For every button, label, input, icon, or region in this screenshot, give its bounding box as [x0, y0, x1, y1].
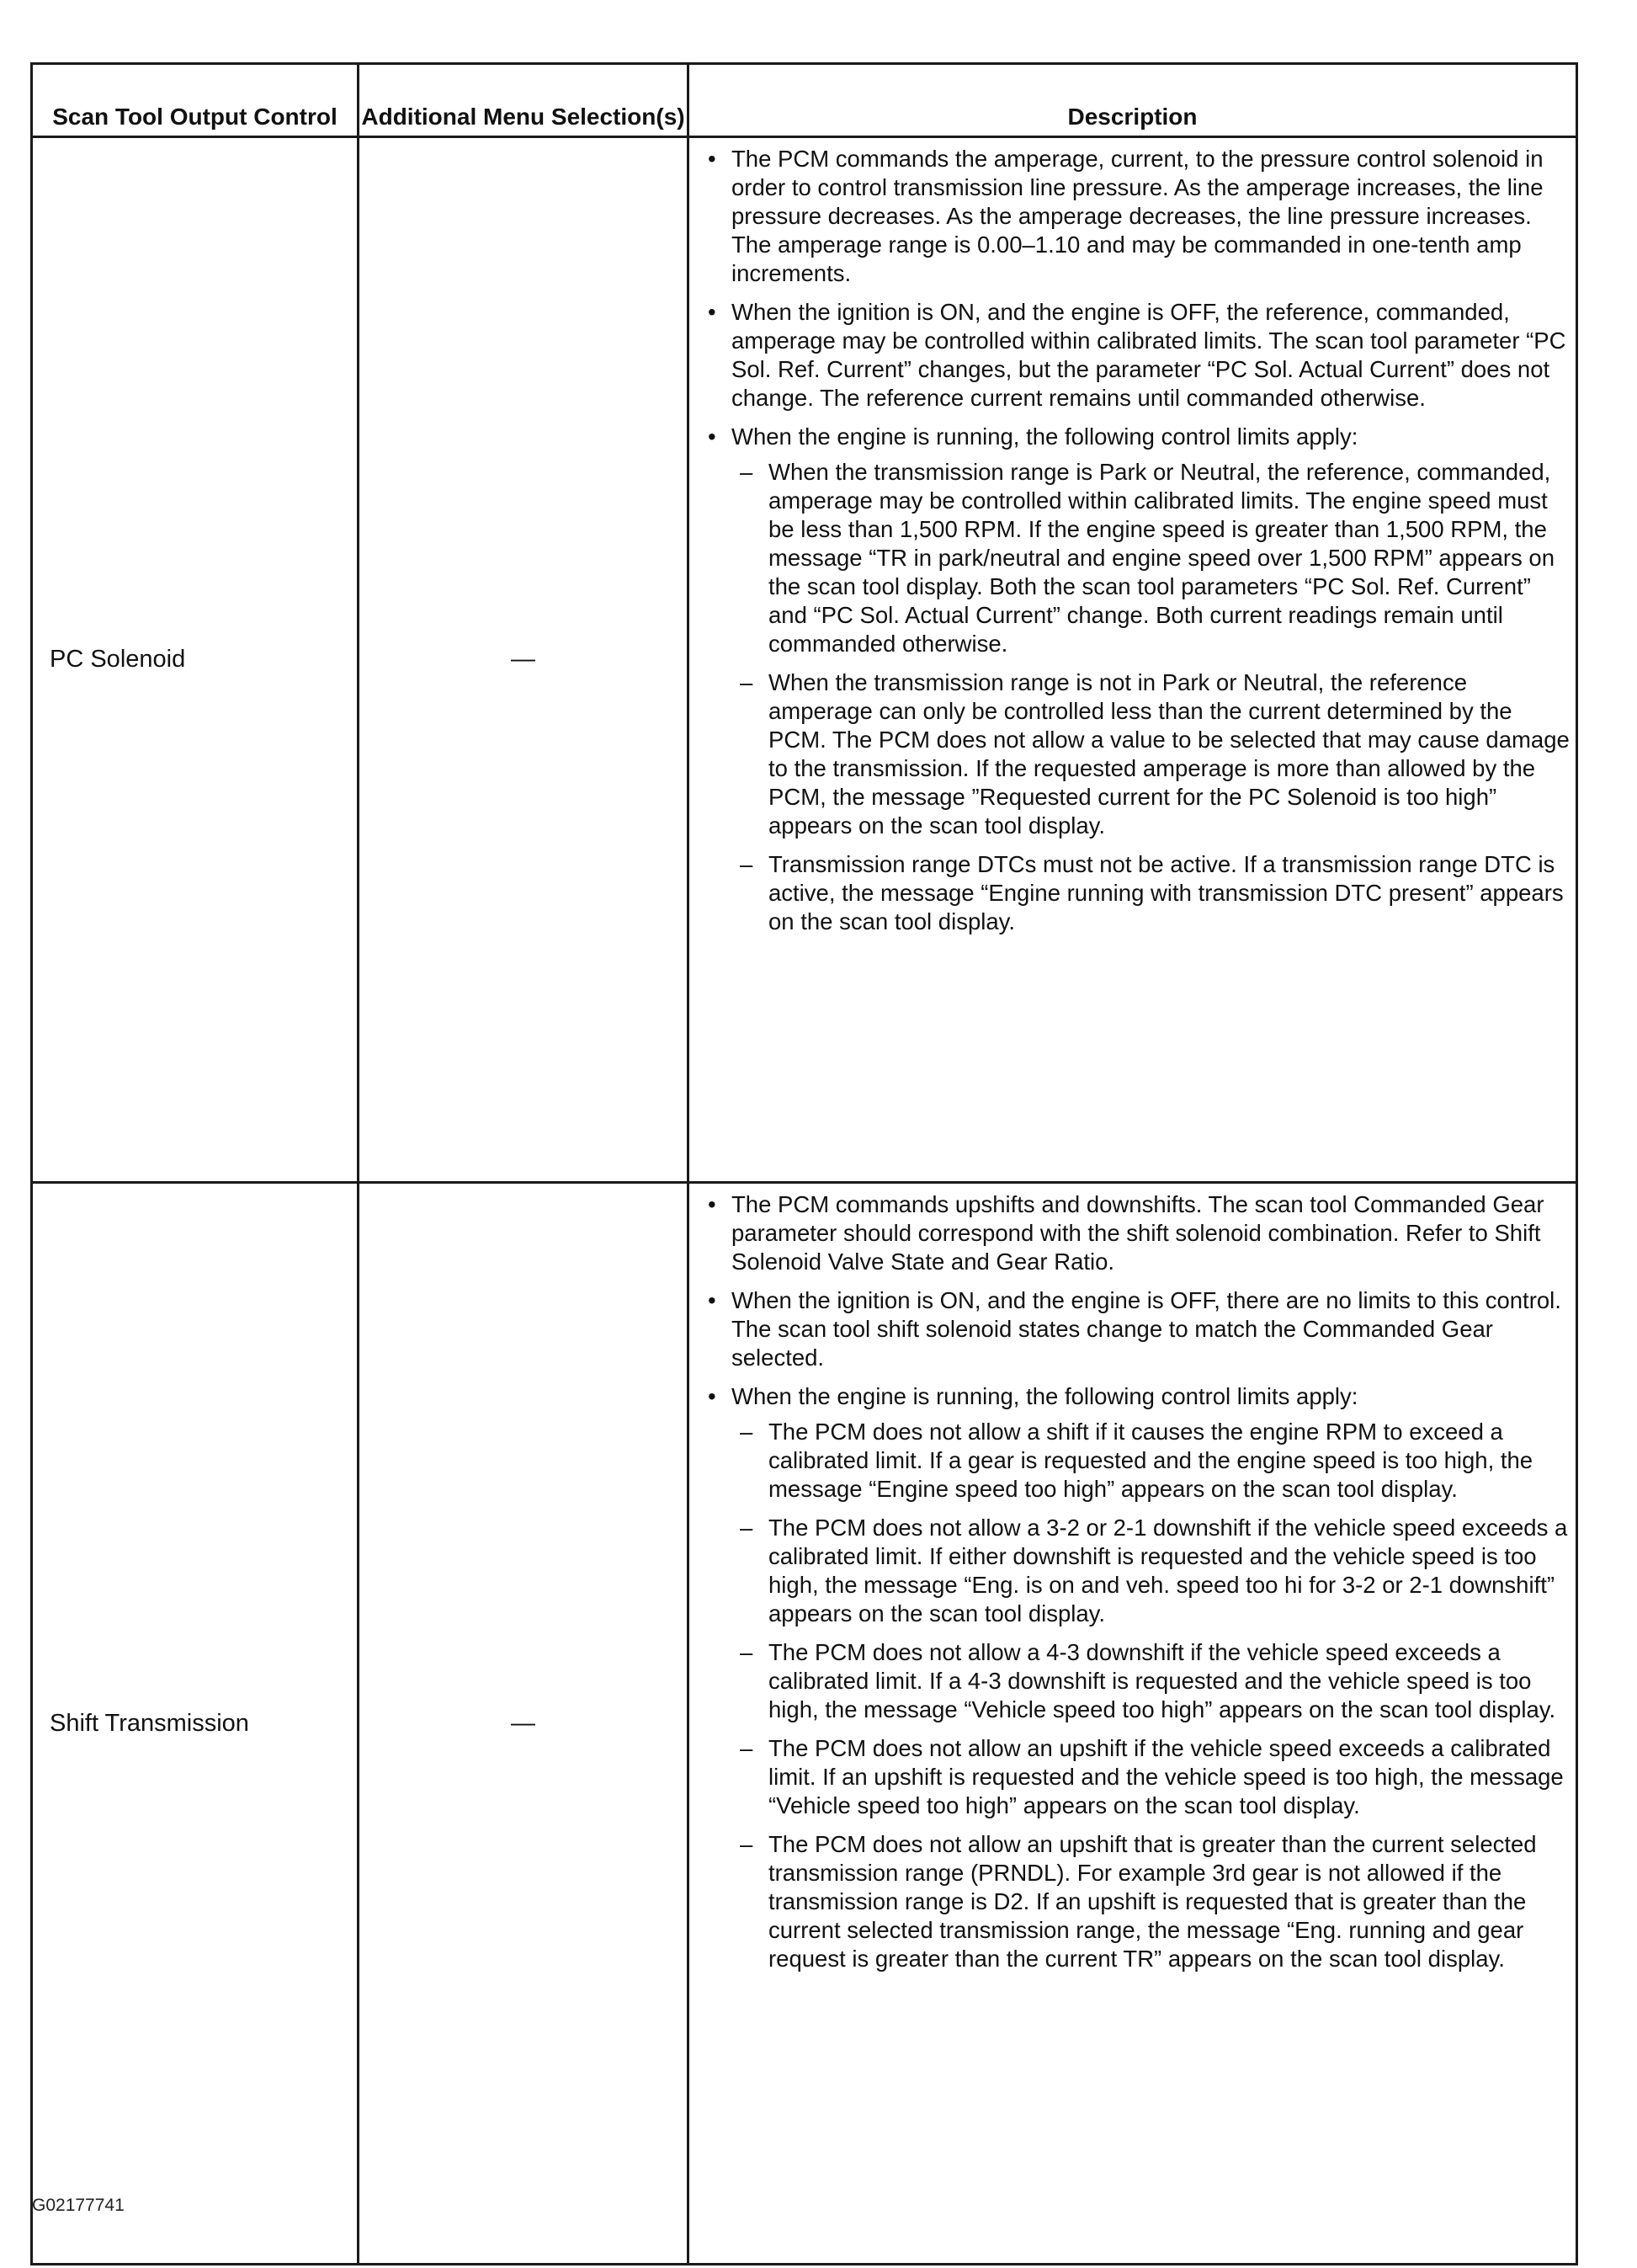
description-bullet [706, 423, 1572, 936]
description-bullet: • When the ignition is ON, and the engine is OFF, there are no limits to this control. The scan tool shift solenoid states change to match the Commanded Gear selected. [706, 1286, 1572, 1372]
description-bullet: • The PCM commands upshifts and downshifts. The scan tool Commanded Gear parameter should correspond with the shift solenoid combination. Refer to Shift Solenoid Valve State and Gear Ratio. [706, 1190, 1572, 1276]
description-cell [688, 1183, 1577, 2265]
header-description: Description [688, 64, 1577, 137]
table-row-pc-solenoid [32, 137, 1577, 1183]
control-limit-item: – The PCM does not allow a shift if it causes the engine RPM to exceed a calibrated limit. If a gear is requested and the engine speed is too high, the message “Engine speed too high” appears on the scan tool display. [731, 1418, 1572, 1504]
control-limits-list [731, 458, 1572, 936]
output-control-name: PC Solenoid [32, 137, 359, 1183]
figure-id: G02177741 [32, 2196, 125, 2215]
control-limit-item: – When the transmission range is Park or Neutral, the reference, commanded, amperage may be controlled within calibrated limits. The engine speed must be less than 1,500 RPM. If the engine speed is greater than 1,500 RPM, the message “TR in park/neutral and engine speed over 1,500 RPM” appears on the scan tool display. Both the scan tool parameters “PC Sol. Ref. Current” and “PC Sol. Actual Current” change. Both current readings remain until commanded otherwise. [731, 458, 1572, 658]
output-control-name: Shift Transmission [32, 1183, 359, 2265]
description-bullets [706, 145, 1572, 936]
control-limit-item: – The PCM does not allow a 4-3 downshift if the vehicle speed exceeds a calibrated limit. If a 4-3 downshift is requested and the vehicle speed is too high, the message “Vehicle speed too high” appears on the scan tool display. [731, 1638, 1572, 1724]
control-limit-item: – When the transmission range is not in Park or Neutral, the reference amperage can only be controlled less than the current determined by the PCM. The PCM does not allow a value to be selected that may cause damage to the transmission. If the requested amperage is more than allowed by the PCM, the message ”Requested current for the PC Solenoid is too high” appears on the scan tool display. [731, 668, 1572, 840]
description-bullet: • When the ignition is ON, and the engine is OFF, the reference, commanded, amperage may be controlled within calibrated limits. The scan tool parameter “PC Sol. Ref. Current” changes, but the parameter “PC Sol. Actual Current” does not change. The reference current remains until commanded otherwise. [706, 298, 1572, 413]
bullet-text: When the engine is running, the following control limits apply: [731, 423, 1358, 450]
control-limits-list [731, 1418, 1572, 1973]
header-scan-tool-output-control: Scan Tool Output Control [32, 64, 359, 137]
scan-tool-output-control-table [30, 62, 1578, 2265]
description-bullet [706, 1382, 1572, 1973]
bullet-text: When the engine is running, the following control limits apply: [731, 1383, 1358, 1409]
control-limit-item: – The PCM does not allow an upshift that is greater than the current selected transmission range (PRNDL). For example 3rd gear is not allowed if the transmission range is D2. If an upshift is requested that is greater than the current selected transmission range, the message “Eng. running and gear request is greater than the current TR” appears on the scan tool display. [731, 1830, 1572, 1973]
description-bullet: • The PCM commands the amperage, current, to the pressure control solenoid in order to control transmission line pressure. As the amperage increases, the line pressure decreases. As the amperage decreases, the line pressure increases. The amperage range is 0.00–1.10 and may be commanded in one-tenth amp increments. [706, 145, 1572, 288]
control-limit-item: – Transmission range DTCs must not be active. If a transmission range DTC is active, the message “Engine running with transmission DTC present” appears on the scan tool display. [731, 850, 1572, 936]
menu-selection-value: — [359, 137, 688, 1183]
description-bullets [706, 1190, 1572, 1973]
header-additional-menu-selections: Additional Menu Selection(s) [359, 64, 688, 137]
control-limit-item: – The PCM does not allow a 3-2 or 2-1 downshift if the vehicle speed exceeds a calibrated limit. If either downshift is requested and the vehicle speed is too high, the message “Eng. is on and veh. speed too hi for 3-2 or 2-1 downshift” appears on the scan tool display. [731, 1514, 1572, 1628]
menu-selection-value: — [359, 1183, 688, 2265]
table-header-row [32, 64, 1577, 137]
control-limit-item: – The PCM does not allow an upshift if the vehicle speed exceeds a calibrated limit. If an upshift is requested and the vehicle speed is too high, the message “Vehicle speed too high” appears on the scan tool display. [731, 1734, 1572, 1820]
table-row-shift-transmission [32, 1183, 1577, 2265]
description-cell [688, 137, 1577, 1183]
